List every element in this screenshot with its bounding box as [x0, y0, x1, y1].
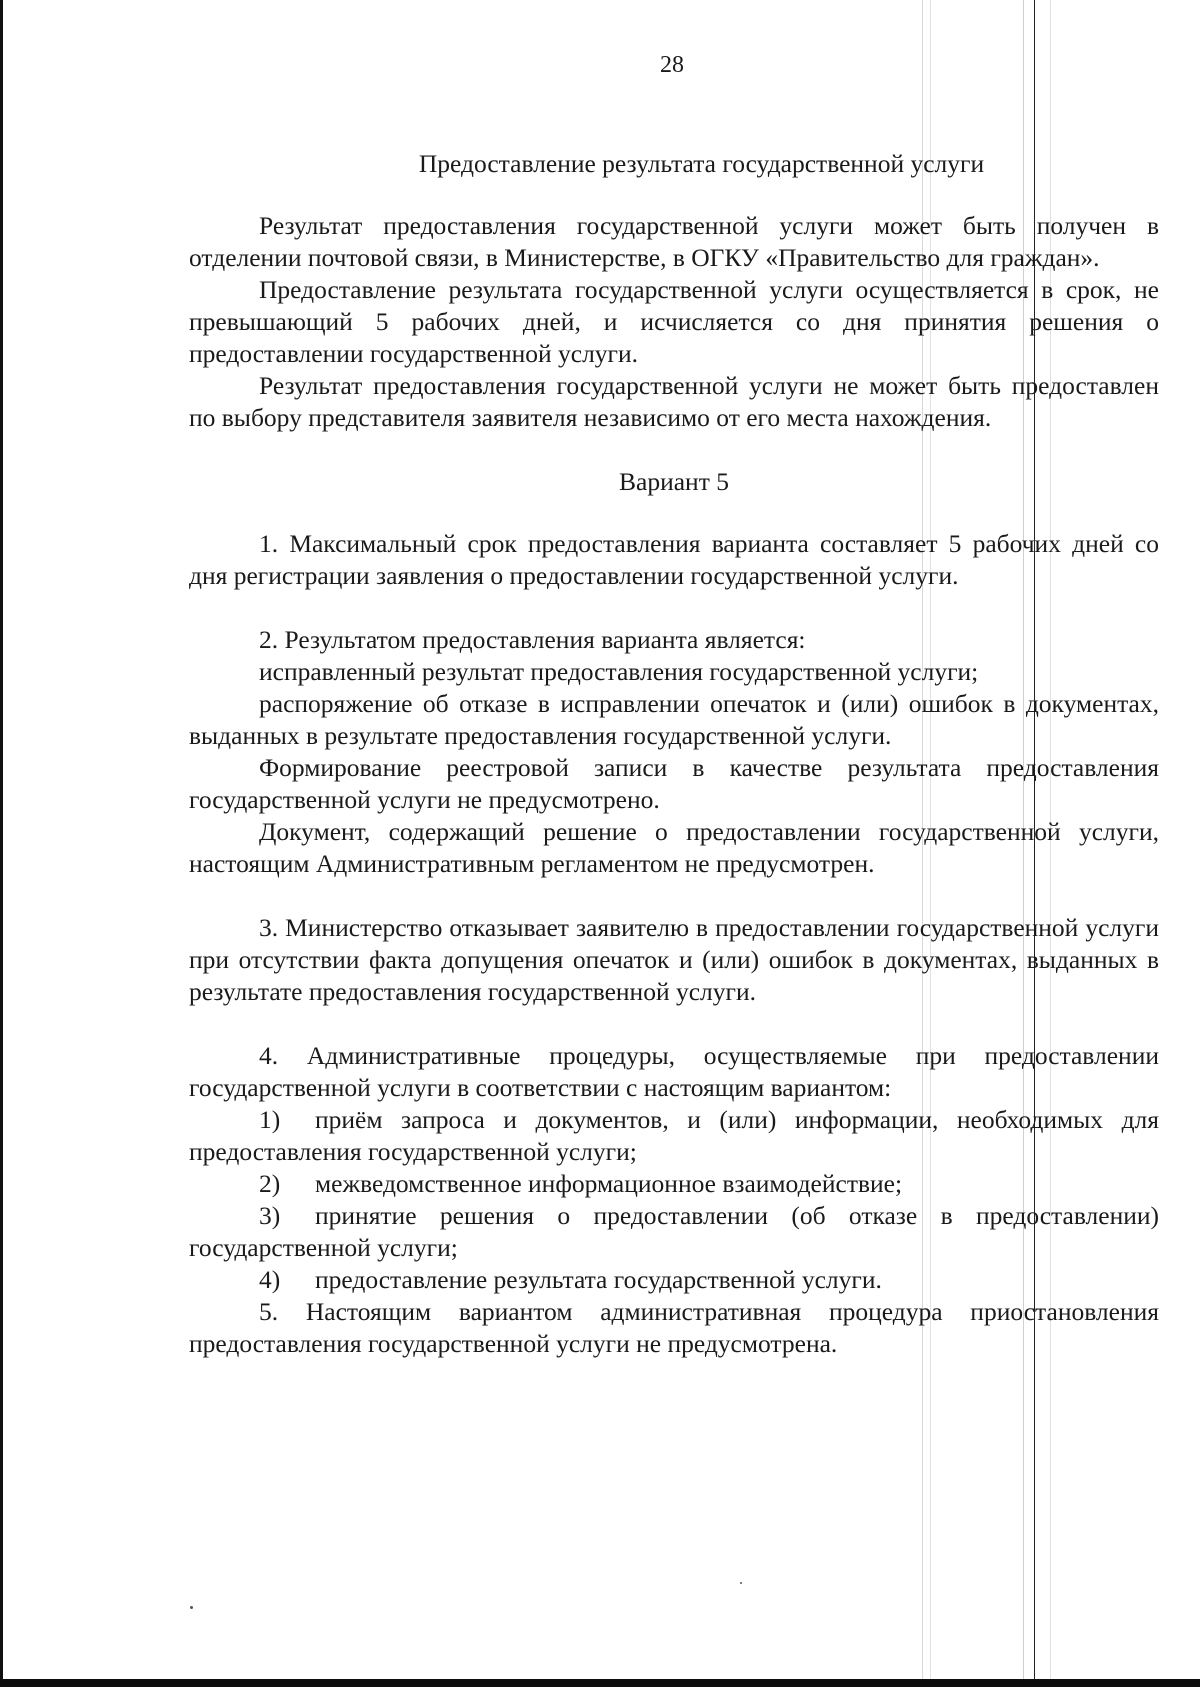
- procedure-text: межведомственное информационное взаимодействие;: [315, 1169, 903, 1198]
- procedure-number: 1): [259, 1105, 281, 1134]
- page-number: 28: [660, 52, 684, 78]
- procedure-item: [189, 1104, 1159, 1168]
- paragraph-item-5: 5. Настоящим вариантом административная процедура приостановления предоставления государственной услуги не предусмотрена.: [189, 1297, 1159, 1358]
- procedure-number: 4): [259, 1265, 281, 1294]
- scan-left-edge: [0, 0, 3, 1680]
- paragraph-item-4-lead: 4. Административные процедуры, осуществляемые при предоставлении государственной услуги в соответствии с настоящим вариантом:: [189, 1041, 1159, 1102]
- scan-speck: [190, 1606, 193, 1609]
- spacer: [189, 1008, 1159, 1040]
- paragraph-note: Документ, содержащий решение о предоставлении государственной услуги, настоящим Административным регламентом не предусмотрен.: [189, 817, 1159, 878]
- procedure-item: [189, 1200, 1159, 1264]
- paragraph: Предоставление результата государственной услуги осуществляется в срок, не превышающий 5 рабочих дней, и исчисляется со дня принятия решения о предоставлении государственной услуги.: [189, 275, 1159, 368]
- procedure-text: принятие решения о предоставлении (об отказе в предоставлении) государственной услуги;: [189, 1201, 1159, 1262]
- result-item: исправленный результат предоставления государственной услуги;: [259, 657, 979, 686]
- procedure-number: 2): [259, 1169, 281, 1198]
- scan-bottom-edge: [0, 1679, 1200, 1687]
- spacer: [189, 592, 1159, 624]
- procedure-number: 3): [259, 1201, 281, 1230]
- section-heading: Предоставление результата государственной услуги: [418, 149, 985, 178]
- paragraph: Результат предоставления государственной услуги не может быть предоставлен по выбору представителя заявителя независимо от его места нахождения.: [189, 371, 1159, 432]
- procedure-item: [189, 1168, 1159, 1200]
- paragraph-item-1: 1. Максимальный срок предоставления варианта составляет 5 рабочих дней со дня регистрации заявления о предоставлении государственной услуги.: [189, 529, 1159, 590]
- paragraph: Результат предоставления государственной услуги может быть получен в отделении почтовой связи, в Министерстве, в ОГКУ «Правительство для граждан».: [189, 211, 1159, 272]
- document-body: [189, 148, 1159, 1360]
- scan-speck: [740, 1582, 742, 1584]
- procedure-text: приём запроса и документов, и (или) информации, необходимых для предоставления государственной услуги;: [189, 1105, 1159, 1166]
- procedure-item: [189, 1264, 1159, 1296]
- spacer: [189, 880, 1159, 912]
- paragraph-item-3: 3. Министерство отказывает заявителю в предоставлении государственной услуги при отсутствии факта допущения опечаток и (или) ошибок в документах, выданных в результате предоставления государственной услуги.: [189, 913, 1159, 1006]
- paragraph-item-2-lead: 2. Результатом предоставления варианта является:: [259, 625, 806, 654]
- procedure-text: предоставление результата государственной услуги.: [315, 1265, 882, 1294]
- paragraph-note: Формирование реестровой записи в качестве результата предоставления государственной услуги не предусмотрено.: [189, 753, 1159, 814]
- variant-heading: Вариант 5: [619, 467, 729, 496]
- result-item: распоряжение об отказе в исправлении опечаток и (или) ошибок в документах, выданных в результате предоставления государственной услуги.: [189, 689, 1159, 750]
